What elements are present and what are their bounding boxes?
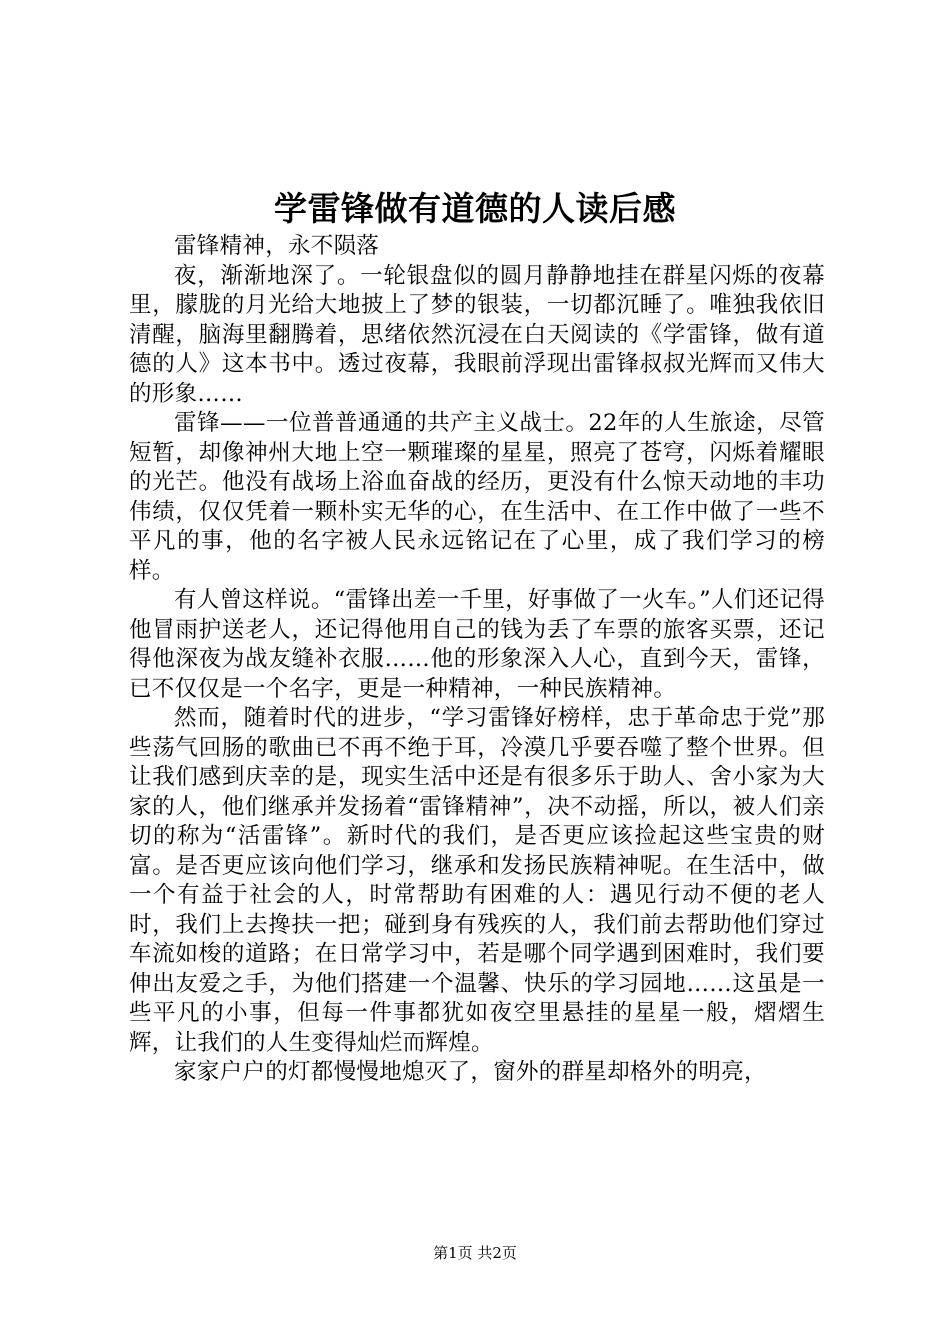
paragraph-subtitle: 雷锋精神，永不陨落: [174, 233, 380, 259]
paragraph: 雷锋——一位普普通通的共产主义战士。22年的人生旅途，尽管短暂，却像神州大地上空一颗璀璨的星星，照亮了苍穹，闪烁着耀眼的光芒。他没有战场上浴血奋战的经历，更没有什么惊天动地的丰功伟绩，仅仅凭着一颗朴实无华的心，在生活中、在工作中做了一些不平凡的事，他的名字被人民永远铭记在了心里，成了我们学习的榜样。: [129, 410, 825, 584]
paragraph: 夜，渐渐地深了。一轮银盘似的圆月静静地挂在群星闪烁的夜幕里，朦胧的月光给大地披上了梦的银装，一切都沉睡了。唯独我依旧清醒，脑海里翻腾着，思绪依然沉浸在白天阅读的《学雷锋，做有道德的人》这本书中。透过夜幕，我眼前浮现出雷锋叔叔光辉而又伟大的形象……: [129, 262, 825, 407]
document-title: 学雷锋做有道德的人读后感: [274, 189, 676, 228]
paragraph: 然而，随着时代的进步，“学习雷锋好榜样，忠于革命忠于党”那些荡气回肠的歌曲已不再不绝于耳，冷漠几乎要吞噬了整个世界。但让我们感到庆幸的是，现实生活中还是有很多乐于助人、舍小家为大家的人，他们继承并发扬着“雷锋精神”，决不动摇，所以，被人们亲切的称为“活雷锋”。新时代的我们，是否更应该捡起这些宝贵的财富。是否更应该向他们学习，继承和发扬民族精神呢。在生活中，做一个有益于社会的人，时常帮助有困难的人：遇见行动不便的老人时，我们上去搀扶一把；碰到身有残疾的人，我们前去帮助他们穿过车流如梭的道路；在日常学习中，若是哪个同学遇到困难时，我们要伸出友爱之手，为他们搭建一个温馨、快乐的学习园地……这虽是一些平凡的小事，但每一件事都犹如夜空里悬挂的星星一般，熠熠生辉，让我们的人生变得灿烂而辉煌。: [129, 705, 825, 1056]
paragraph: 有人曾这样说。“雷锋出差一千里，好事做了一火车。”人们还记得他冒雨护送老人，还记得他用自己的钱为丢了车票的旅客买票，还记得他深夜为战友缝补衣服……他的形象深入人心，直到今天，雷锋，已不仅仅是一个名字，更是一种精神，一种民族精神。: [129, 587, 825, 702]
page-number-footer: 第1页 共2页: [433, 1244, 517, 1262]
paragraph: 家家户户的灯都慢慢地熄灭了，窗外的群星却格外的明亮，: [174, 1059, 767, 1085]
document-body: [129, 232, 825, 1088]
